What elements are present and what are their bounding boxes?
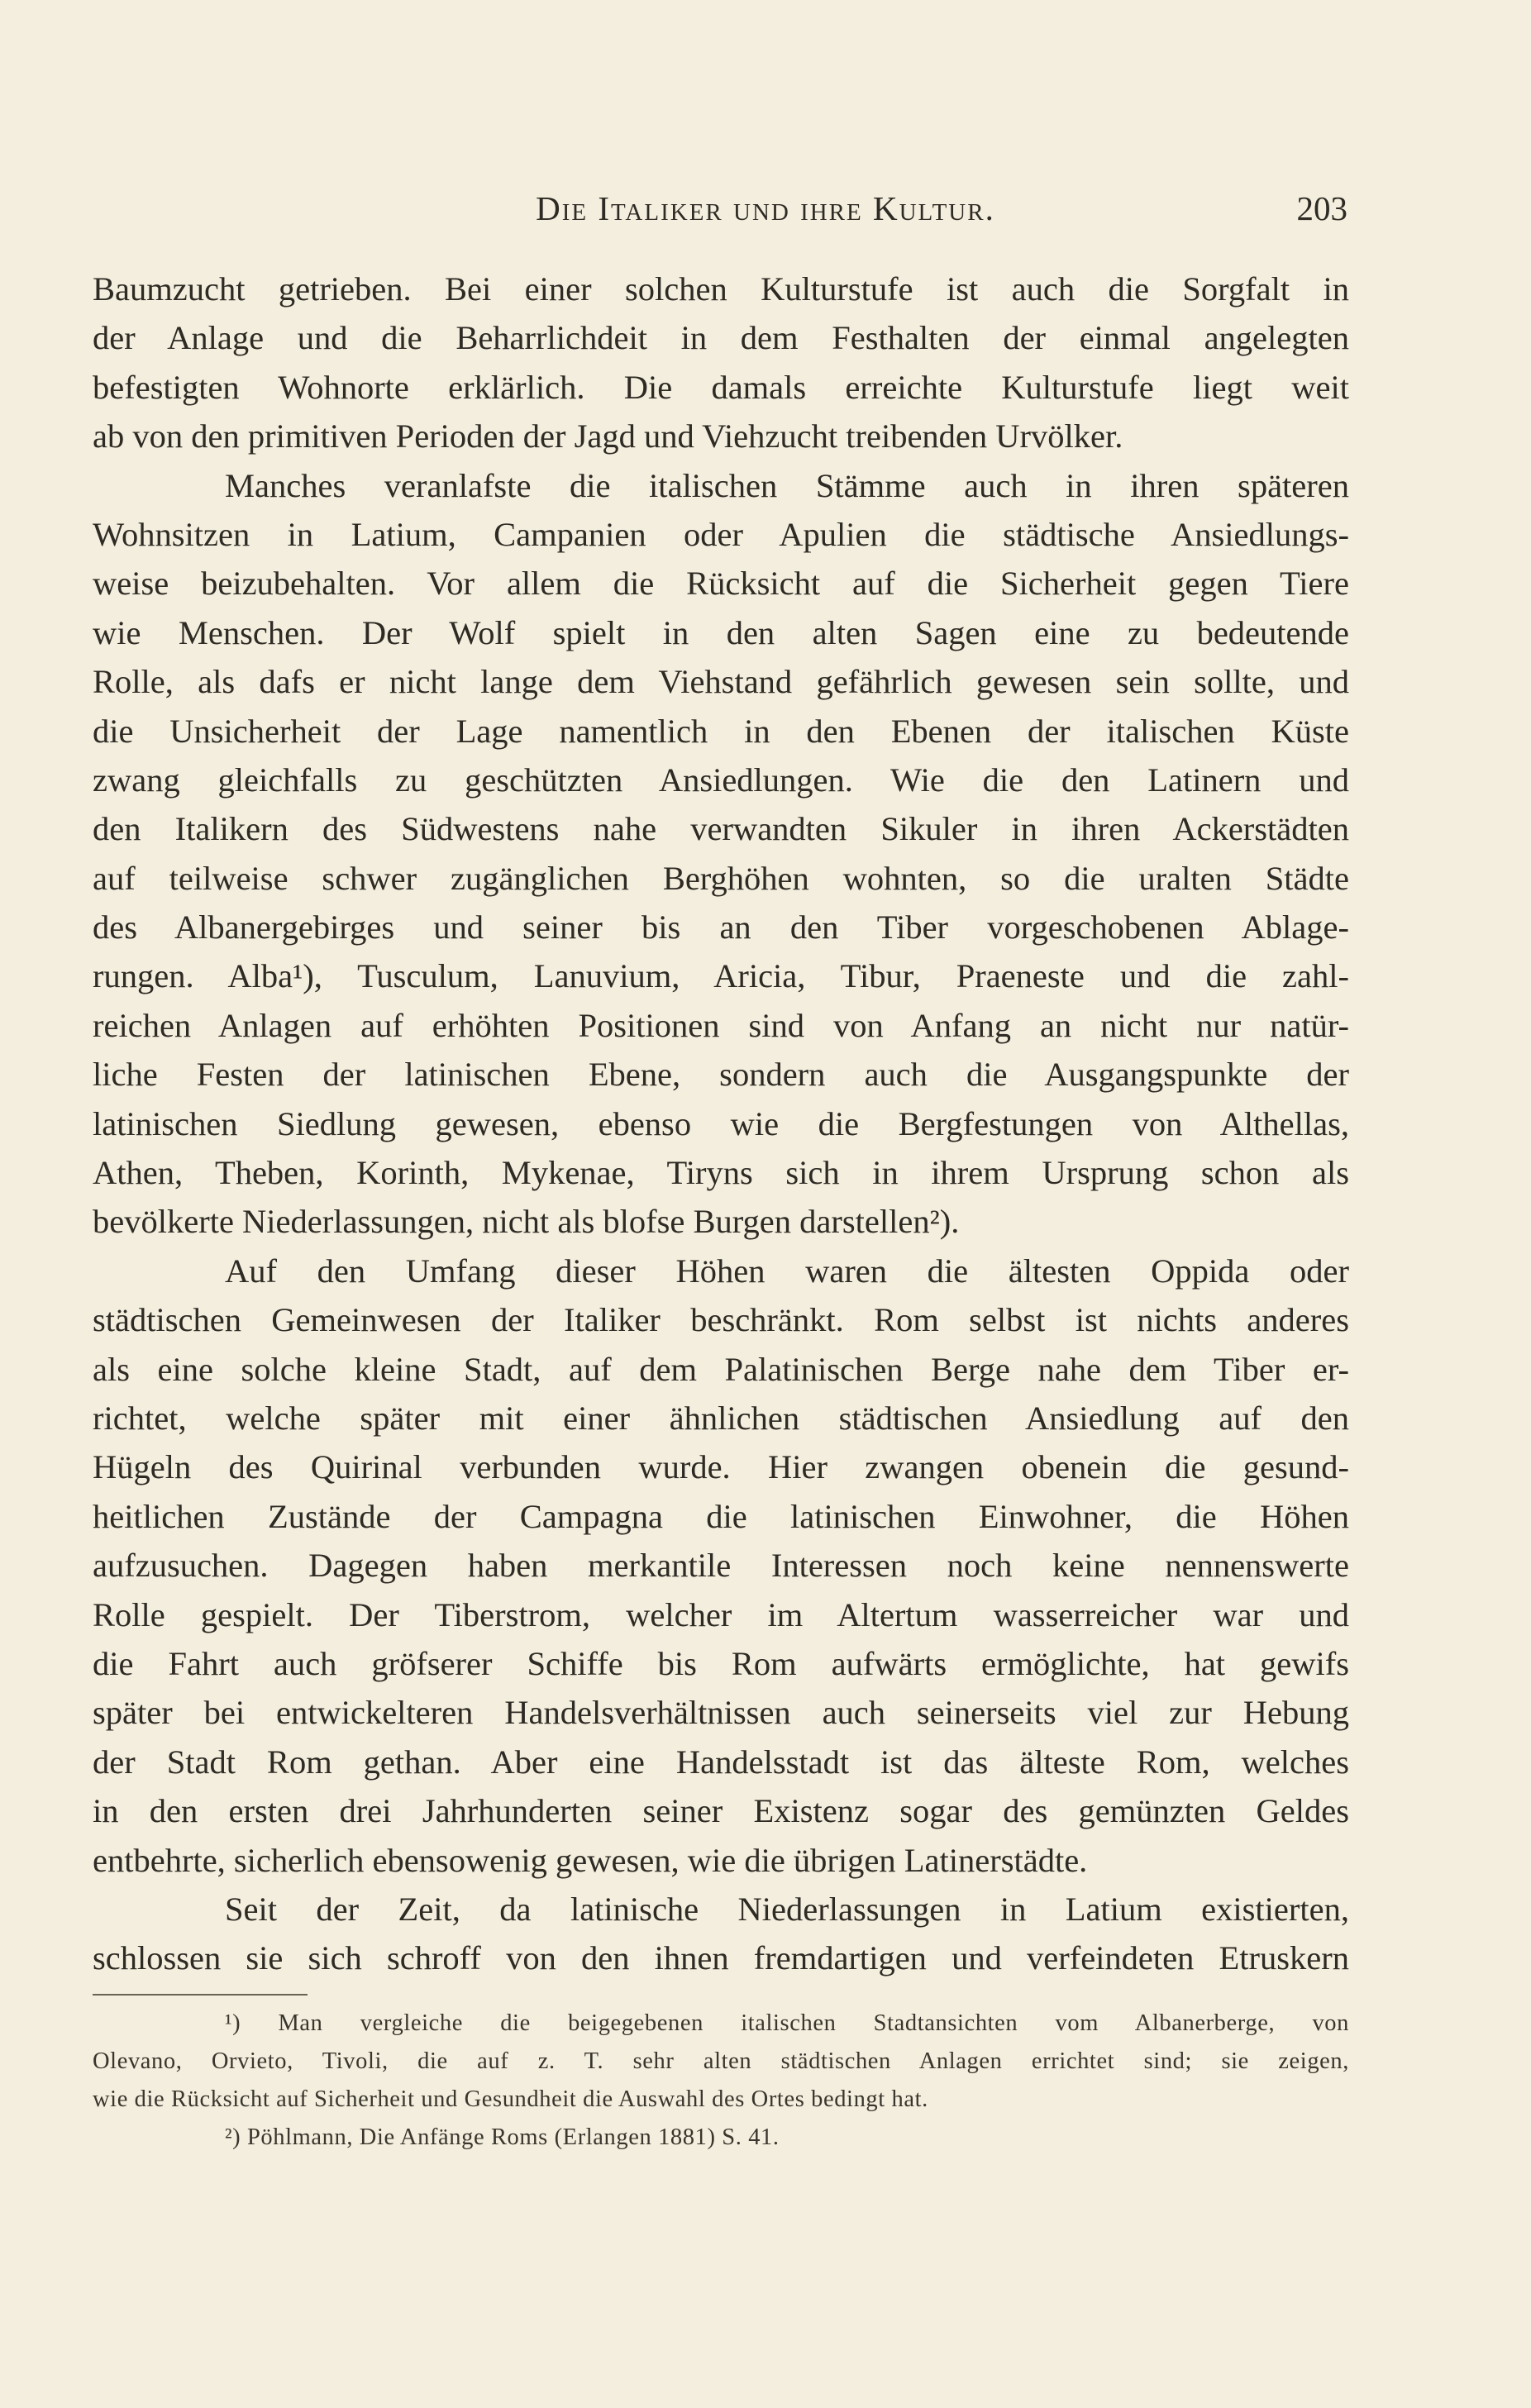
footnote-line: ²) Pöhlmann, Die Anfänge Roms (Erlangen 1881) S. 41.: [225, 2124, 780, 2150]
text-line: Wohnsitzen in Latium, Campanien oder Apulien die städtische Ansiedlungs-: [93, 515, 1349, 553]
text-line: befestigten Wohnorte erklärlich. Die damals erreichte Kulturstufe liegt weit: [93, 368, 1349, 406]
text-line: als eine solche kleine Stadt, auf dem Palatinischen Berge nahe dem Tiber er-: [93, 1350, 1349, 1388]
running-head: [0, 188, 1531, 238]
text-line: Athen, Theben, Korinth, Mykenae, Tiryns sich in ihrem Ursprung schon als: [93, 1154, 1349, 1192]
text-line: rungen. Alba¹), Tusculum, Lanuvium, Aricia, Tibur, Praeneste und die zahl-: [93, 957, 1349, 995]
text-line: heitlichen Zustände der Campagna die latinischen Einwohner, die Höhen: [93, 1497, 1349, 1535]
text-line: Rolle gespielt. Der Tiberstrom, welcher im Altertum wasserreicher war und: [93, 1595, 1349, 1633]
text-line: reichen Anlagen auf erhöhten Positionen sind von Anfang an nicht nur natür-: [93, 1006, 1349, 1044]
text-line: Hügeln des Quirinal verbunden wurde. Hier zwangen obenein die gesund-: [93, 1448, 1349, 1486]
text-line: später bei entwickelteren Handelsverhältnissen auch seinerseits viel zur Hebung: [93, 1694, 1349, 1732]
text-line: wie Menschen. Der Wolf spielt in den alten Sagen eine zu bedeutende: [93, 613, 1349, 651]
text-line: latinischen Siedlung gewesen, ebenso wie die Bergfestungen von Althellas,: [93, 1104, 1349, 1142]
text-line: der Stadt Rom gethan. Aber eine Handelsstadt ist das älteste Rom, welches: [93, 1743, 1349, 1781]
text-line: des Albanergebirges und seiner bis an den Tiber vorgeschobenen Ablage-: [93, 908, 1349, 947]
footnote-line: Olevano, Orvieto, Tivoli, die auf z. T. sehr alten städtischen Anlagen errichtet sind; sie zeigen,: [93, 2048, 1349, 2074]
text-line: Baumzucht getrieben. Bei einer solchen Kulturstufe ist auch die Sorgfalt in: [93, 270, 1349, 308]
text-line: ab von den primitiven Perioden der Jagd und Viehzucht treibenden Urvölker.: [93, 417, 1123, 455]
text-line: aufzusuchen. Dagegen haben merkantile Interessen noch keine nennenswerte: [93, 1547, 1349, 1585]
footnote-line: ¹) Man vergleiche die beigegebenen italischen Stadtansichten vom Albanerberge, von: [225, 2010, 1349, 2036]
footnote-rule: [93, 1994, 308, 1996]
text-line: der Anlage und die Beharrlichdeit in dem Festhalten der einmal angelegten: [93, 319, 1349, 357]
text-line: auf teilweise schwer zugänglichen Berghöhen wohnten, so die uralten Städte: [93, 859, 1349, 897]
text-line: den Italikern des Südwestens nahe verwandten Sikuler in ihren Ackerstädten: [93, 810, 1349, 848]
footnote-line: wie die Rücksicht auf Sicherheit und Gesundheit die Auswahl des Ortes bedingt hat.: [93, 2086, 928, 2112]
text-line: entbehrte, sicherlich ebensowenig gewesen, wie die übrigen Latinerstädte.: [93, 1841, 1088, 1879]
page-number: 203: [1296, 189, 1347, 227]
text-line: weise beizubehalten. Vor allem die Rücksicht auf die Sicherheit gegen Tiere: [93, 565, 1349, 603]
text-line: bevölkerte Niederlassungen, nicht als blofse Burgen darstellen²).: [93, 1203, 960, 1241]
text-line: Manches veranlafste die italischen Stämme auch in ihren späteren: [225, 466, 1349, 504]
text-line: städtischen Gemeinwesen der Italiker beschränkt. Rom selbst ist nichts anderes: [93, 1301, 1349, 1339]
text-line: die Unsicherheit der Lage namentlich in den Ebenen der italischen Küste: [93, 712, 1349, 750]
text-line: zwang gleichfalls zu geschützten Ansiedlungen. Wie die den Latinern und: [93, 761, 1349, 799]
text-line: liche Festen der latinischen Ebene, sondern auch die Ausgangspunkte der: [93, 1056, 1349, 1094]
text-line: in den ersten drei Jahrhunderten seiner Existenz sogar des gemünzten Geldes: [93, 1792, 1349, 1830]
text-line: Seit der Zeit, da latinische Niederlassungen in Latium existierten,: [225, 1890, 1349, 1928]
footnotes: [93, 2005, 1349, 2157]
text-line: schlossen sie sich schroff von den ihnen fremdartigen und verfeindeten Etruskern: [93, 1939, 1349, 1977]
body-text: [93, 265, 1349, 1983]
running-title: Die Italiker und ihre Kultur.: [536, 189, 995, 227]
text-line: Rolle, als dafs er nicht lange dem Viehstand gefährlich gewesen sein sollte, und: [93, 663, 1349, 701]
text-line: Auf den Umfang dieser Höhen waren die ältesten Oppida oder: [225, 1252, 1349, 1290]
text-line: richtet, welche später mit einer ähnlichen städtischen Ansiedlung auf den: [93, 1399, 1349, 1437]
text-line: die Fahrt auch gröfserer Schiffe bis Rom aufwärts ermöglichte, hat gewifs: [93, 1644, 1349, 1682]
